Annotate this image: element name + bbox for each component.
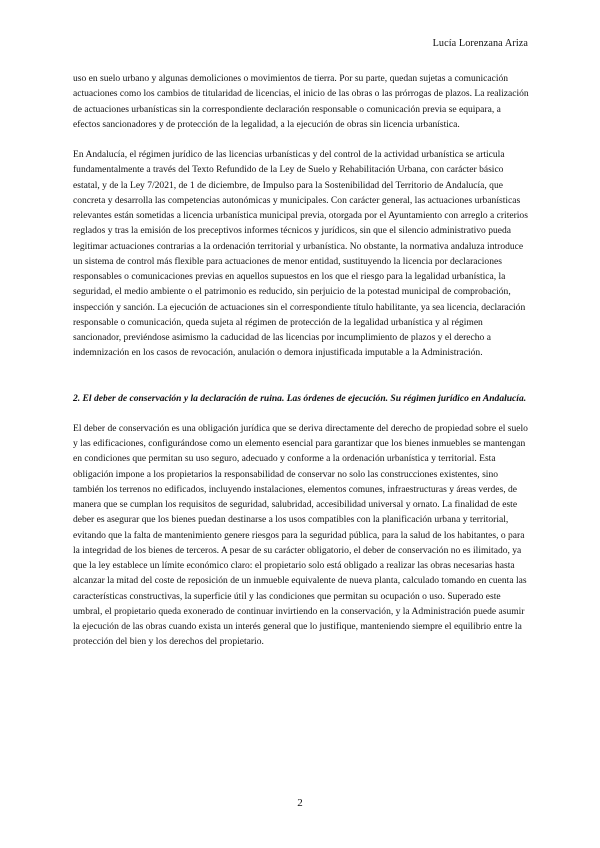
section-heading: 2. El deber de conservación y la declaración de ruina. Las órdenes de ejecución. Su régimen jurídico en Andalucía. (73, 392, 527, 404)
paragraph-1: uso en suelo urbano y algunas demoliciones o movimientos de tierra. Por su parte, quedan sujetas a comunicación actuaciones como los cambios de titularidad de licencias, el inicio de las obras o las prórrogas de plazos. La realización de actuaciones urbanísticas sin la correspondiente declaración responsable o comunicación previa se equipara, a efectos sancionadores y de protección de la legalidad, a la ejecución de obras sin licencia urbanística. (73, 73, 529, 130)
paragraph-2: En Andalucía, el régimen jurídico de las licencias urbanísticas y del control de la actividad urbanística se articula fundamentalmente a través del Texto Refundido de la Ley de Suelo y Rehabilitación Urbana, con carácter básico estatal, y de la Ley 7/2021, de 1 de diciembre, de Impulso para la Sostenibilidad del Territorio de Andalucía, que concreta y desarrolla las competencias autonómicas y municipales. Con carácter general, las actuaciones urbanísticas relevantes están sometidas a licencia urbanística municipal previa, otorgada por el Ayuntamiento con arreglo a criterios reglados y tras la emisión de los preceptivos informes técnicos y jurídicos, sin que el silencio administrativo pueda legitimar actuaciones contrarias a la ordenación territorial y urbanística. No obstante, la normativa andaluza introduce un sistema de control más flexible para actuaciones de menor entidad, sustituyendo la licencia por declaraciones responsables o comunicaciones previas en aquellos supuestos en los que el riesgo para la legalidad urbanística, la seguridad, el medio ambiente o el patrimonio es reducido, sin perjuicio de la potestad municipal de comprobación, inspección y sanción. La ejecución de actuaciones sin el correspondiente título habilitante, ya sea licencia, declaración responsable o comunicación, queda sujeta al régimen de protección de la legalidad urbanística y al régimen sancionador, previéndose asimismo la caducidad de las licencias por incumplimiento de plazos y el derecho a indemnización en los casos de revocación, anulación o demora injustificada imputable a la Administración. (73, 149, 528, 359)
page-number: 2 (297, 797, 303, 809)
document-body (73, 71, 529, 650)
paragraph-3: El deber de conservación es una obligación jurídica que se deriva directamente del derecho de propiedad sobre el suelo y las edificaciones, configurándose como un elemento esencial para garantizar que los bienes inmuebles se mantengan en condiciones que permitan su uso seguro, adecuado y conforme a la ordenación urbanística y territorial. Esta obligación impone a los propietarios la responsabilidad de conservar no solo las construcciones existentes, sino también los terrenos no edificados, incluyendo instalaciones, elementos comunes, infraestructuras y áreas verdes, de manera que se cumplan los requisitos de seguridad, salubridad, accesibilidad universal y ornato. La finalidad de este deber es asegurar que los bienes puedan destinarse a los usos compatibles con la planificación urbana y territorial, evitando que la falta de mantenimiento genere riesgos para la seguridad pública, para la salud de los habitantes, o para la integridad de los bienes de terceros. A pesar de su carácter obligatorio, el deber de conservación no es ilimitado, ya que la ley establece un límite económico claro: el propietario solo está obligado a realizar las obras necesarias hasta alcanzar la mitad del coste de reposición de un inmueble equivalente de nueva planta, calculado tomando en cuenta las características constructivas, la superficie útil y las condiciones que permitan su ocupación o uso. Superado este umbral, el propietario queda exonerado de continuar invirtiendo en la conservación, y la Administración puede asumir la ejecución de las obras cuando exista un interés general que lo justifique, manteniendo siempre el equilibrio entre la protección del bien y los derechos del propietario. (73, 422, 528, 648)
page-header-author: Lucía Lorenzana Ariza (432, 38, 528, 49)
